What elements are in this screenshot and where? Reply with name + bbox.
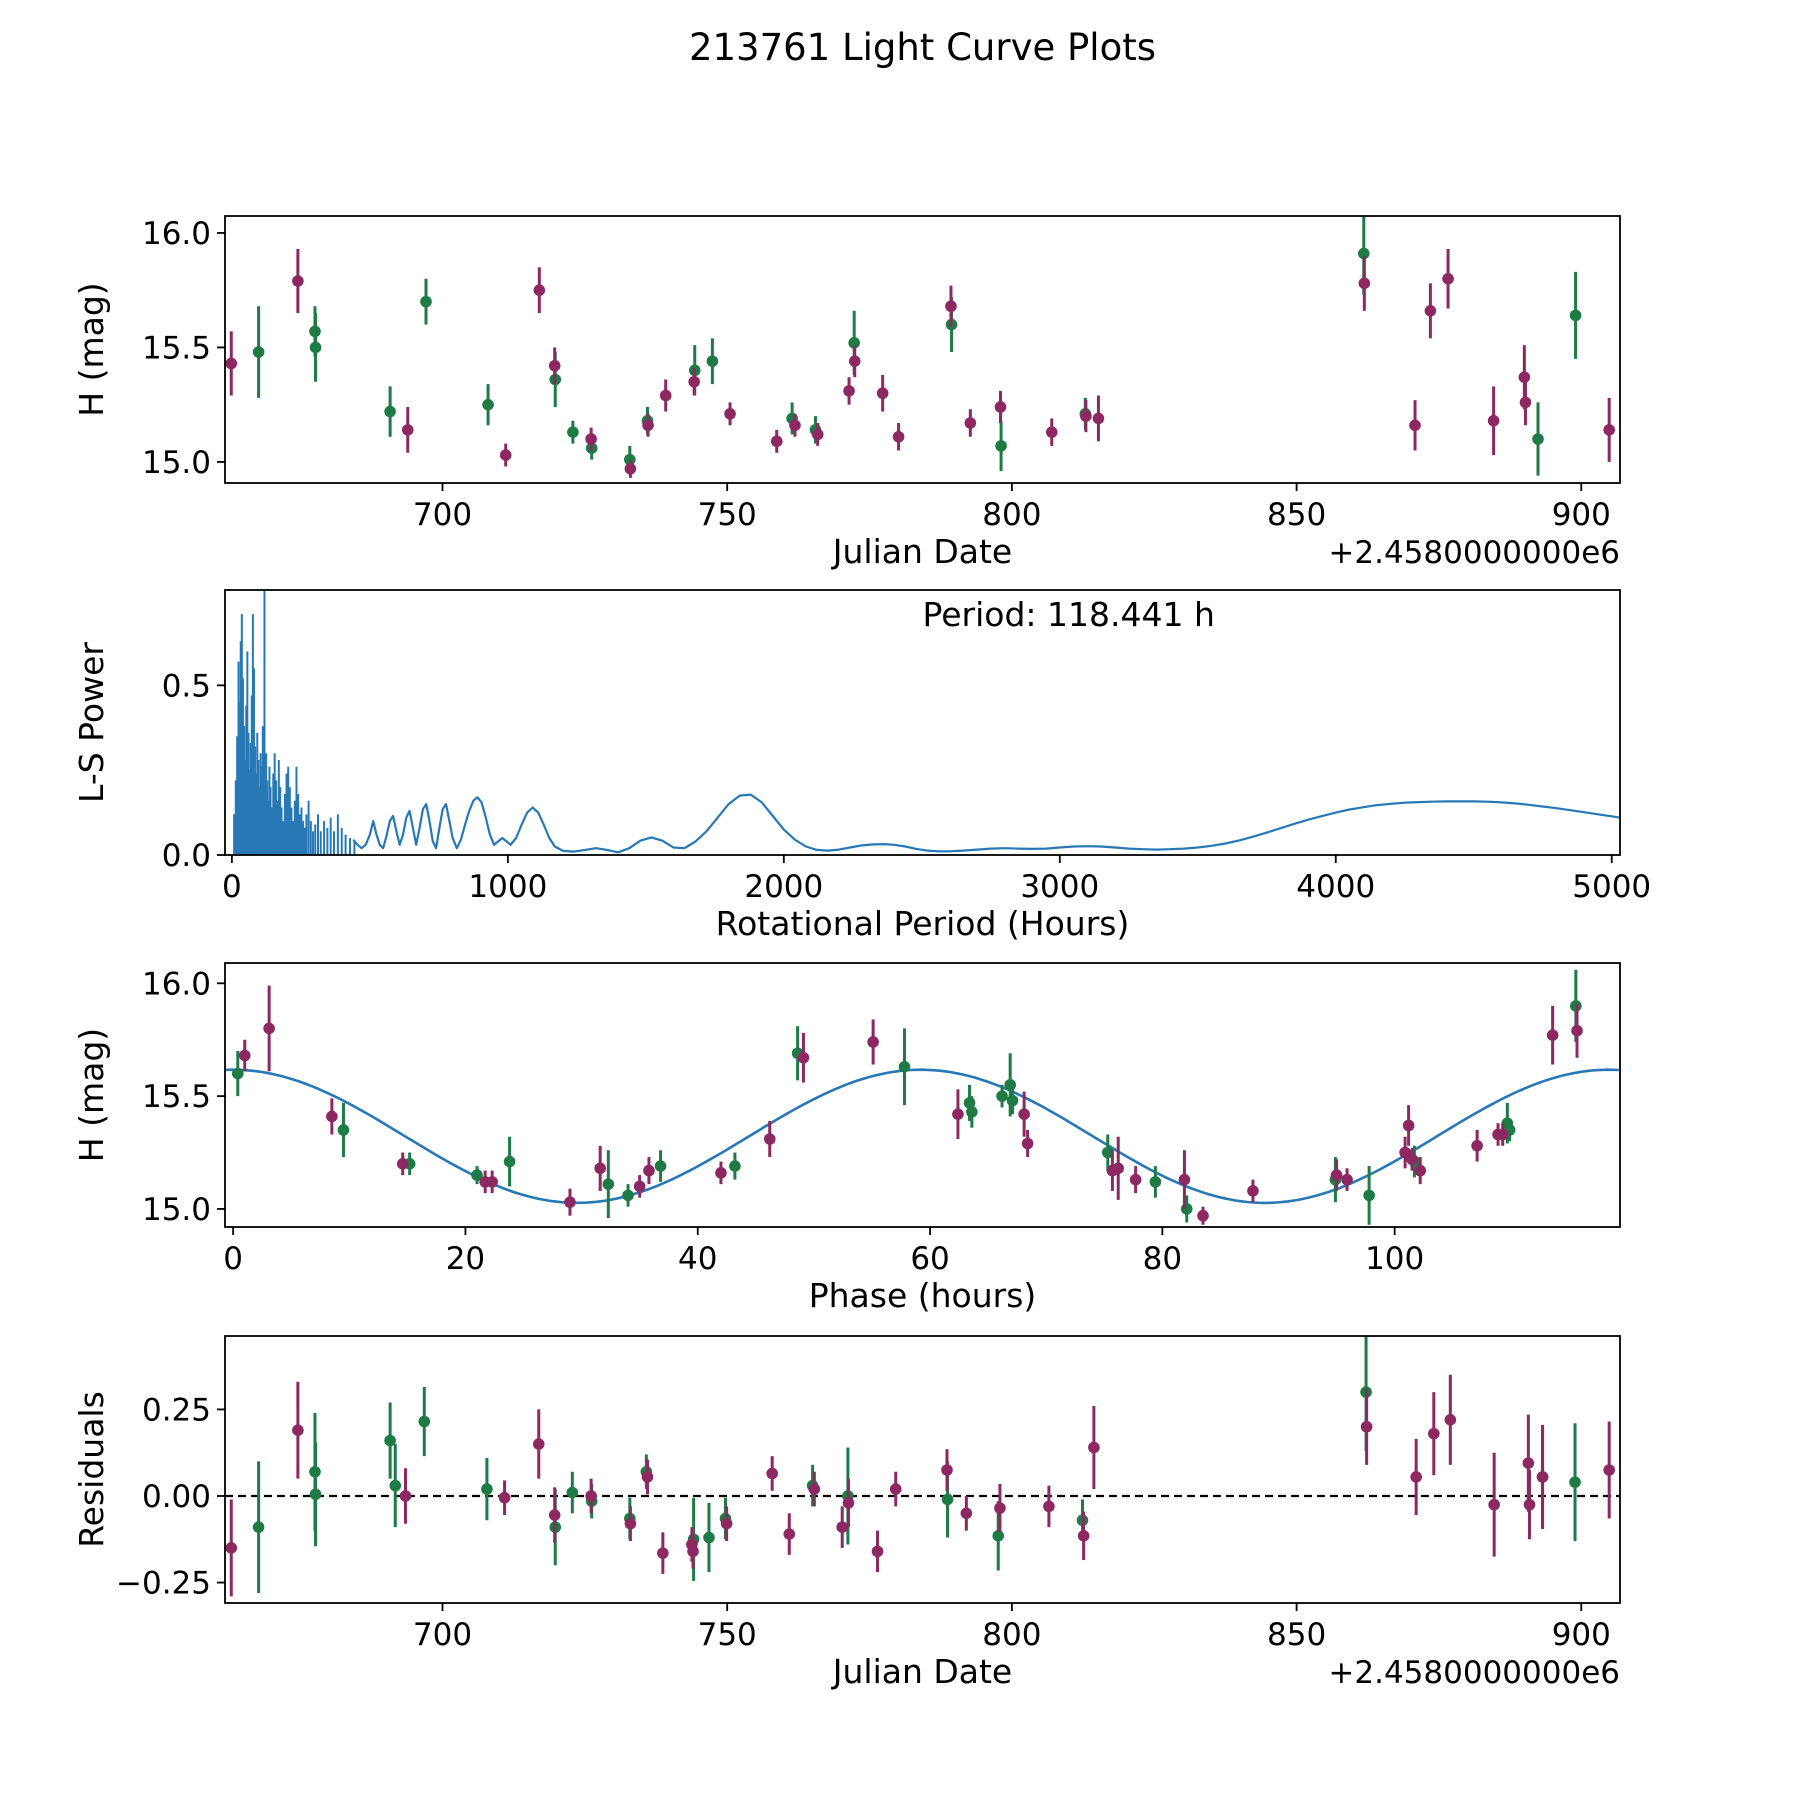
x-tick-label: 1000 [468,869,548,905]
data-point [1088,1442,1100,1454]
data-point [603,1178,615,1190]
data-point [486,1176,498,1188]
data-point [1410,1471,1422,1483]
x-tick-label: 3000 [1020,869,1100,905]
data-point [687,1546,699,1558]
data-point [1150,1176,1162,1188]
data-point [1022,1138,1034,1150]
data-point [585,1490,597,1502]
y-ticks [162,668,225,874]
data-point [1007,1095,1019,1107]
x-tick-label: 0 [223,1241,243,1277]
phased-light-curve-data-area [225,970,1619,1225]
figure-title: 213761 Light Curve Plots [688,26,1157,69]
x-tick-label: 20 [445,1241,486,1277]
data-point [1425,305,1437,317]
green-series [253,1333,1581,1593]
data-point [338,1124,350,1136]
data-point [893,431,905,443]
data-point [1523,1457,1535,1469]
y-tick-label: 0.5 [161,668,211,705]
x-ticks [413,483,1611,533]
data-point [966,1106,978,1118]
data-point [549,1509,561,1521]
data-point [1409,419,1421,431]
purple-series [239,986,1583,1225]
data-point [292,1424,304,1436]
x-tick-label: 40 [678,1241,718,1277]
data-point [418,1416,430,1428]
x-offset-text: +2.4580000000e6 [1328,1655,1620,1691]
x-tick-label: 700 [412,1617,473,1653]
data-point [1361,1421,1373,1433]
panel-residuals [72,1333,1620,1691]
light-curve-data-area [225,212,1615,478]
data-point [849,355,861,367]
data-point [397,1158,409,1170]
data-point [1331,1169,1343,1181]
x-tick-label: 850 [1267,497,1327,533]
data-point [812,429,824,441]
data-point [567,426,579,438]
data-point [1080,410,1092,422]
x-tick-label: 80 [1142,1241,1183,1277]
data-point [1488,415,1500,427]
data-point [533,1438,545,1450]
data-point [729,1160,741,1172]
y-axis-label: Residuals [72,1391,111,1548]
x-axis-label: Julian Date [832,1652,1013,1691]
periodogram-spikes [234,590,354,855]
x-offset-text: +2.4580000000e6 [1328,535,1620,571]
data-point [1046,426,1058,438]
data-point [1445,1414,1457,1426]
data-point [1570,310,1582,322]
x-tick-label: 4000 [1296,869,1376,905]
data-point [1442,273,1454,285]
data-point [389,1480,401,1492]
annotation-period: Period: 118.441 h [922,595,1215,634]
y-tick-label: 0.25 [141,1392,211,1429]
data-point [1093,413,1105,425]
data-point [625,463,637,475]
data-point [798,1052,810,1064]
data-point [872,1546,884,1558]
data-point [482,399,494,411]
data-point [1247,1185,1259,1197]
x-tick-label: 900 [1551,1617,1611,1653]
y-axis-label: L-S Power [72,642,111,803]
data-point [1403,1120,1415,1132]
x-tick-label: 850 [1267,1617,1327,1653]
data-point [843,385,855,397]
data-point [263,1023,275,1035]
data-point [642,1471,654,1483]
x-tick-label: 750 [697,497,757,533]
y-tick-label: 0.0 [161,838,211,874]
data-point [1359,278,1371,290]
data-point [809,1483,821,1495]
data-point [867,1036,879,1048]
data-point [1004,1079,1016,1091]
data-point [534,284,546,296]
data-point [1520,397,1532,409]
data-point [707,355,719,367]
data-point [961,1508,973,1520]
data-point [1197,1210,1209,1222]
axes-frame [225,1336,1620,1603]
data-point [253,1521,265,1533]
data-point [594,1163,606,1175]
x-tick-label: 5000 [1572,869,1652,905]
data-point [789,419,801,431]
data-point [657,1547,669,1559]
x-tick-label: 2000 [744,869,824,905]
data-point [890,1483,902,1495]
data-point [1043,1501,1055,1513]
data-point [564,1196,576,1208]
data-point [995,440,1007,452]
data-point [239,1050,251,1062]
data-point [771,436,783,448]
data-point [326,1111,338,1123]
data-point [945,300,957,312]
data-point [400,1490,412,1502]
y-ticks [116,1392,225,1601]
data-point [660,390,672,402]
data-point [655,1160,667,1172]
data-point [253,346,265,358]
data-point [1018,1108,1030,1120]
data-point [941,1464,953,1476]
data-point [1181,1203,1193,1215]
data-point [703,1532,715,1544]
data-point [996,1090,1008,1102]
green-series [253,212,1582,475]
x-tick-label: 900 [1551,497,1611,533]
data-point [995,401,1007,413]
x-axis-label: Phase (hours) [808,1276,1037,1315]
y-tick-label: 16.0 [141,966,211,1003]
data-point [634,1181,646,1193]
x-axis-label: Julian Date [832,532,1013,571]
data-point [721,1518,733,1530]
data-point [402,424,414,436]
data-point [622,1190,634,1202]
data-point [1414,1165,1426,1177]
data-point [724,408,736,420]
data-point [715,1167,727,1179]
y-tick-label: 15.5 [141,1079,211,1116]
data-point [965,417,977,429]
data-point [1571,1025,1583,1037]
data-point [1524,1499,1536,1511]
data-point [843,1497,855,1509]
periodogram-line [353,795,1620,853]
y-tick-label: 15.0 [141,1191,211,1228]
data-point [232,1068,244,1080]
y-ticks [142,966,225,1228]
data-point [585,433,597,445]
residuals-data-area [225,1333,1620,1596]
data-point [225,1542,237,1554]
panel-periodogram [72,590,1651,943]
data-point [420,296,432,308]
data-point [1488,1499,1500,1511]
data-point [504,1156,516,1168]
data-point [688,376,700,388]
y-axis-label: H (mag) [72,282,111,417]
x-tick-label: 700 [412,497,473,533]
data-point [1363,1190,1375,1202]
data-point [1497,1129,1509,1141]
data-point [1547,1029,1559,1041]
data-point [1341,1174,1353,1186]
data-point [1179,1174,1191,1186]
data-point [994,1502,1006,1514]
panel-phased-light-curve [72,963,1620,1315]
data-point [1078,1530,1090,1542]
y-tick-label: 15.5 [141,330,211,367]
data-point [625,1518,637,1530]
purple-series [225,1375,1615,1597]
y-tick-label: −0.25 [116,1565,211,1602]
data-point [1603,424,1615,436]
data-point [310,342,322,354]
x-ticks [222,855,1651,905]
data-point [549,360,561,372]
data-point [992,1530,1004,1542]
data-point [643,1165,655,1177]
data-point [764,1133,776,1145]
y-tick-label: 15.0 [141,444,211,481]
data-point [310,1488,322,1500]
y-tick-label: 16.0 [141,215,211,252]
data-point [783,1528,795,1540]
data-point [942,1494,954,1506]
data-point [1471,1140,1483,1152]
y-tick-label: 0.00 [141,1478,211,1515]
x-tick-label: 100 [1365,1241,1425,1277]
data-point [481,1483,493,1495]
data-point [225,358,237,370]
data-point [836,1521,848,1533]
y-ticks [142,216,225,481]
x-tick-label: 750 [697,1617,757,1653]
x-axis-label: Rotational Period (Hours) [715,904,1130,943]
axes-frame [225,216,1620,483]
panel-light-curve [72,212,1620,571]
data-point [499,1492,511,1504]
data-point [877,387,889,399]
data-point [899,1061,911,1073]
green-series [232,970,1582,1225]
data-point [292,275,304,287]
purple-series [225,249,1615,478]
data-point [1532,433,1544,445]
x-tick-label: 800 [982,1617,1042,1653]
data-point [766,1468,778,1480]
data-point [567,1487,579,1499]
data-point [1406,1154,1418,1166]
data-point [1569,1476,1581,1488]
data-point [1428,1428,1440,1440]
data-point [500,449,512,461]
x-tick-label: 0 [222,869,242,905]
data-point [642,419,654,431]
x-tick-label: 800 [982,497,1042,533]
data-point [1603,1464,1615,1476]
x-tick-label: 60 [910,1241,950,1277]
x-ticks [223,1227,1424,1277]
data-point [1537,1471,1549,1483]
data-point [1130,1174,1142,1186]
axes-frame [225,963,1620,1227]
data-point [1112,1163,1124,1175]
data-point [384,406,396,418]
data-point [952,1108,964,1120]
x-ticks [413,1603,1611,1653]
y-axis-label: H (mag) [72,1027,111,1163]
